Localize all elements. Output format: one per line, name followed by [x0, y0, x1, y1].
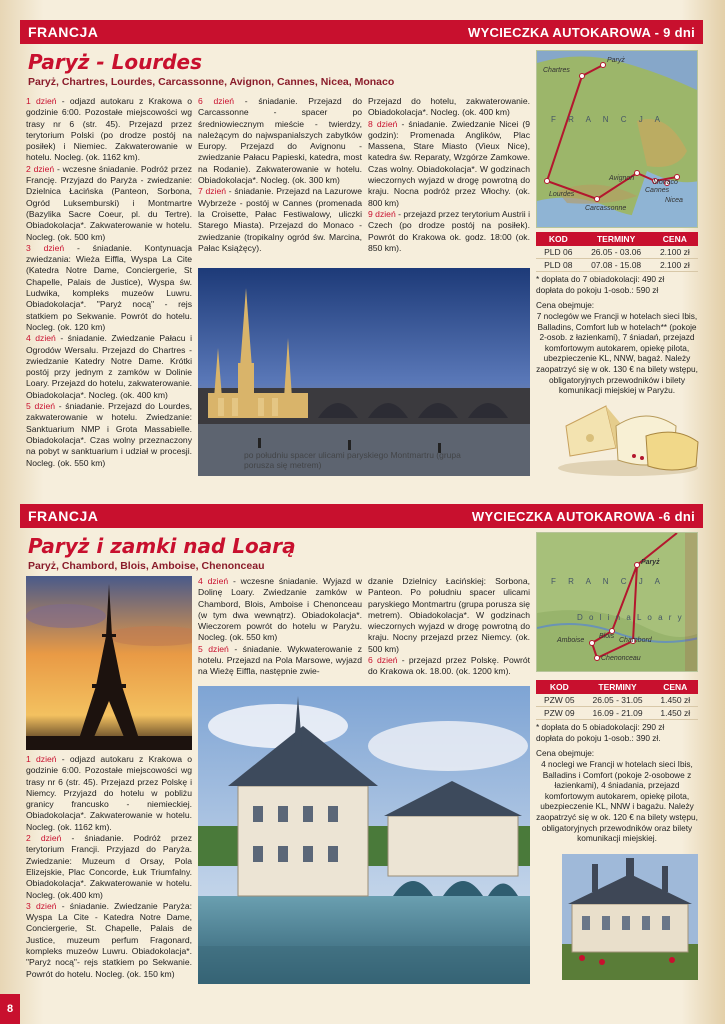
section-header-bar — [20, 20, 703, 44]
day-description: - śniadanie. Przejazd na Lazurowe Wybrzeże - postój w Cannes (promenada la Croisette, Pałac Festiwalowy, uliczki Starego Miasta). Przejazd do Monaco - zwiedzanie (tropikalny ogród św. Marcina, Pałac Książęcy). — [198, 186, 362, 253]
day-description: - śniadanie. Wykwaterowanie z hotelu. Przejazd na Pola Marsowe, wyjazd na Wieżę Eiffla, następnie zwie- — [198, 643, 363, 677]
itinerary-day — [198, 186, 362, 254]
section-header-bar — [20, 504, 703, 528]
surcharges-note: * dopłata do 7 obiadokolacji: 490 zł dopłata do pokoju 1-osob.: 590 zł — [536, 274, 665, 295]
itinerary-column-3 — [368, 96, 530, 254]
page-number: 8 — [0, 994, 20, 1024]
country-label: FRANCJA — [28, 24, 99, 40]
day-label: 1 dzień — [26, 754, 57, 764]
day-label: 8 dzień — [368, 118, 398, 129]
day-label: 1 dzień — [26, 96, 57, 106]
price-includes-text: 4 noclegi we Francji w hotelach sieci Ibis, Balladins i Comfort (pokoje 2-osobowe z łazienkami), 4 śniadania, przejazd komfortowym autokarem, opiekę pilota, ubezpieczenie KL, NNW i bagażu. Należy zaopatrzyć się w ok. 120 € na bilety wstępu, obligatoryjnych przewodników oraz bilety komunikacji miejskiej. — [536, 759, 698, 844]
surcharges-note: * dopłata do 5 obiadokolacji: 290 zł dopłata do pokoju 1-osob.: 390 zł. — [536, 722, 665, 743]
day-description: - odjazd autokaru z Krakowa o godzinie 6:00. Pozostałe miejscowości wg trasy nr 6 (str. 45). Przejazd przez Polskę i Niemcy. Przyjazd do hotelu w pobliżu granicy francusko - niemieckiej. Obiadokolacja*. Zakwaterowanie w hotelu. Nocleg. (ok. 1162 km). — [26, 754, 192, 832]
day-label: 5 dzień — [198, 643, 229, 654]
day-description: - śniadanie. Zwiedzanie Nicei (9 godzin): Promenada Anglików, Plac Massena, Stare Miasto (Vieux Nice), katedra św. Reparaty, Wzgórze Zamkowe. Czas wolny. Obiadokolacja*. W godzinach wieczornych wyjazd w drogę powrotną do kraju. Nocna podróż przez Włochy. (ok. 800 km) — [368, 118, 530, 208]
itinerary-day — [26, 401, 192, 469]
col-header-price: CENA — [652, 232, 698, 246]
cell-price: 2.100 zł — [652, 246, 698, 259]
cell-code: PZW 05 — [536, 694, 583, 707]
itinerary-day — [368, 209, 530, 254]
col-header-price: CENA — [653, 680, 698, 694]
map-label-blois: Blois — [599, 633, 615, 640]
day-description: - śniadanie. Zwiedzanie Paryża: Wyspa La Cite - Katedra Notre Dame, Conciergerie, St. Chapelle, Palais de Justice, muzeum perfum Fragonard, kompleks muzeów Luwru. Obiadokolacja*. "Paryż nocą"- rejs statkiem po Sekwanie. Powrót do hotelu. Nocleg. (ok. 150 km) — [26, 900, 192, 979]
day-label: 2 dzień — [26, 833, 62, 844]
trip-subtitle: Paryż, Chartres, Lourdes, Carcassonne, Avignon, Cannes, Nicea, Monaco — [28, 76, 395, 88]
col-header-dates: TERMINY — [581, 232, 652, 246]
itinerary-column-1 — [26, 96, 192, 469]
cell-price: 2.100 zł — [652, 259, 698, 272]
day-description: - odjazd autokaru z Krakowa o godzinie 6:00. Pozostałe miejscowości wg trasy nr 6 (str. 45). Przejazd przez terytorium Polski (po drodze postój na posiłek) i Niemiec. Zakwaterowanie w hotelu. Nocleg. (ok. 1162 km). — [26, 96, 192, 163]
map-label-monaco: Monaco — [653, 179, 678, 186]
price-table — [536, 680, 698, 720]
route-map — [536, 532, 698, 672]
cell-dates: 16.09 - 21.09 — [583, 707, 653, 720]
day-description: - wczesne śniadanie. Podróż przez Francję. Przyjazd do Paryża - zwiedzanie: Dzielnica Łacińska (Panteon, Sorbona, Ogród Luksemburski) i Montmartre (Bazylika Sacre Coeur, pl. du Tertre). Obiadokolacja*. Zakwaterowanie w hotelu. Nocleg. (ok. 500 km) — [26, 163, 192, 242]
itinerary-column-2 — [198, 96, 362, 254]
chenonceau-castle-photo — [198, 686, 530, 984]
trip-type-label: WYCIECZKA AUTOKAROWA - 9 dni — [468, 24, 695, 40]
route-map — [536, 50, 698, 228]
itinerary-day — [26, 333, 192, 401]
cell-price: 1.450 zł — [653, 707, 698, 720]
map-label-cannes: Cannes — [645, 187, 670, 194]
map-label-paris: Paryż — [641, 559, 660, 566]
trip-section-paris-lourdes — [20, 20, 703, 490]
day-description: - wczesne śniadanie. Wyjazd w Dolinę Loary. Zwiedzanie zamków w Chambord, Blois, Amboise i Chenonceau (w tym dwa wewnątrz). Obiadokolacja*. Wieczorem powrót do hotelu w Paryżu. Nocleg. (ok. 550 km) — [198, 576, 362, 643]
itinerary-day — [26, 754, 192, 833]
trip-title: Paryż i zamki nad Loarą — [28, 534, 296, 558]
itinerary-column-2 — [198, 576, 362, 678]
cell-code: PZW 09 — [536, 707, 583, 720]
day-label: 9 dzień — [368, 208, 396, 219]
photo-caption: po południu spacer ulicami paryskiego Montmartru (grupa porusza się metrem) — [244, 450, 461, 470]
map-label-nice: Nicea — [665, 197, 683, 204]
trip-type-label: WYCIECZKA AUTOKAROWA -6 dni — [471, 508, 695, 524]
col-header-code: KOD — [536, 232, 581, 246]
map-label-avignon: Avignon — [609, 175, 635, 182]
col-header-dates: TERMINY — [583, 680, 653, 694]
price-includes-label: Cena obejmuje: — [536, 300, 595, 310]
cell-dates: 26.05 - 03.06 — [581, 246, 652, 259]
day-label: 2 dzień — [26, 163, 55, 174]
day-label: 6 dzień — [368, 655, 398, 666]
itinerary-day — [198, 644, 362, 678]
col-header-code: KOD — [536, 680, 583, 694]
price-includes-text: 7 noclegów we Francji w hotelach sieci Ibis, Balladins, Comfort lub w hotelach** (pokoje 2-osob. z łazienkami), 7 śniadań, przejazd komfortowym autokarem, opiekę pilota, ubezpieczenie KL, NNW, bagaż. Należy zaopatrzyć się w ok. 130 € na bilety wstępu, obligatoryjnych przewodników i bilety komunikacji miejskiej w Paryżu. — [536, 311, 698, 396]
chambord-castle-photo — [562, 854, 698, 980]
day-label: 7 dzień — [198, 186, 227, 197]
cell-code: PLD 06 — [536, 246, 581, 259]
table-row — [536, 259, 698, 272]
trip-title: Paryż - Lourdes — [28, 50, 203, 74]
map-label-paris: Paryż — [607, 57, 625, 64]
cell-code: PLD 08 — [536, 259, 581, 272]
map-label-lourdes: Lourdes — [549, 191, 575, 198]
day-description: - śniadanie. Przejazd do Carcassonne - spacer po średniowiecznym mieście - twierdzy, należącym do najwspanialszych zabytków Europy. Przejazd do Avignonu - zwiedzanie Pałacu Papieski, katedra, most na Rodanie). Zakwaterowanie w hotelu. Obiadokolacja*. Nocleg. (ok. 300 km) — [198, 96, 362, 186]
lourdes-basilica-photo — [198, 268, 530, 476]
itinerary-day — [368, 96, 530, 119]
map-label-chambord: Chambord — [619, 637, 652, 644]
map-label-chartres: Chartres — [543, 67, 570, 74]
day-description: - śniadanie. Kontynuacja zwiedzania: Wieża Eiffla, Wyspa La Cite (Katedra Notre Dame, Conciergerie, St Chapelle, Palais de Justice), Wyspa św. Ludwika, kompleks muzeów Luwru. Obiadokolacja*. "Paryż nocą" - rejs statkiem po Sekwanie. Powrót do hotelu. Nocleg. (ok. 120 km) — [26, 242, 192, 332]
day-label: 3 dzień — [26, 242, 65, 253]
itinerary-column-1 — [26, 754, 192, 980]
map-label-chenonceau: Chenonceau — [601, 655, 641, 662]
map-label-carcassonne: Carcassonne — [585, 205, 627, 212]
day-label: 4 dzień — [198, 576, 229, 586]
cell-dates: 26.05 - 31.05 — [583, 694, 653, 707]
day-description: Przejazd do hotelu, zakwaterowanie. Obiadokolacja*. Nocleg. (ok. 400 km) — [368, 96, 530, 118]
trip-section-paris-loire — [20, 504, 703, 994]
day-description: dzanie Dzielnicy Łacińskiej: Sorbona, Panteon. Po południu spacer ulicami paryskiego Montmartru (grupa porusza się metrem). Obiadokolacja*. W godzinach wieczornych wyjazd w drogę powrotną do kraju. Nocny przejazd przez Niemcy. (ok. 500 km) — [368, 576, 530, 654]
itinerary-day — [26, 243, 192, 333]
day-description: - śniadanie. Podróż przez terytorium Francji. Przyjazd do Paryża. Zwiedzanie: Muzeum d Orsay, Pola Elizejskie, Plac Concorde, Łuk Triumfalny. Obiadokolacja*. Zakwaterowanie w hotelu. Nocleg. (ok.400 km) — [26, 833, 192, 900]
table-row — [536, 246, 698, 259]
price-includes-label: Cena obejmuje: — [536, 748, 595, 758]
country-label: FRANCJA — [28, 508, 99, 524]
day-label: 5 dzień — [26, 401, 56, 412]
itinerary-day — [198, 96, 362, 186]
itinerary-day — [26, 164, 192, 243]
itinerary-day — [26, 96, 192, 164]
day-description: - śniadanie. Przejazd do Lourdes, zakwaterowanie w hotelu. Zwiedzanie: Sanktuarium NMP i Grota Massabielle. Obiadokolacja*. Czas wolny przeznaczony na pobyt w sanktuarium i udział w procesji. Nocleg. (ok. 550 km) — [26, 401, 192, 468]
itinerary-day — [26, 901, 192, 980]
map-label-amboise: Amboise — [557, 637, 585, 644]
cell-dates: 07.08 - 15.08 — [581, 259, 652, 272]
itinerary-day — [26, 833, 192, 901]
itinerary-day — [368, 655, 530, 678]
cell-price: 1.450 zł — [653, 694, 698, 707]
price-table — [536, 232, 698, 272]
map-country-label: F R A N C J A — [551, 115, 665, 124]
day-description: - przejazd przez Polskę. Powrót do Krakowa ok. 18.00. (ok. 1200 km). — [368, 655, 530, 677]
itinerary-day — [198, 576, 362, 644]
map-country-label: F R A N C J A — [551, 577, 665, 586]
day-label: 6 dzień — [198, 96, 235, 106]
itinerary-day — [368, 119, 530, 209]
trip-subtitle: Paryż, Chambord, Blois, Amboise, Chenonceau — [28, 560, 265, 572]
day-description: - przejazd przez terytorium Austrii i Czech (po drodze postój na posiłek). Powrót do Krakowa ok. godz. 18:00 (ok. 850 km). — [368, 208, 530, 253]
day-label: 3 dzień — [26, 900, 57, 911]
table-row — [536, 707, 698, 720]
map-region-label: D o l i n a L o a r y — [577, 613, 684, 622]
eiffel-tower-photo — [26, 576, 192, 750]
day-label: 4 dzień — [26, 333, 56, 344]
itinerary-column-3 — [368, 576, 530, 678]
cheese-photo — [556, 386, 700, 478]
table-row — [536, 694, 698, 707]
day-description: - śniadanie. Zwiedzanie Pałacu i Ogrodów Wersalu. Przejazd do Chartres - zwiedzanie Katedry Notre Dame. Krótki postój przy jednym z zamków w Dolinie Loary. Przejazd do hotelu, zakwaterowanie. Obiadokolacja*. Nocleg. (ok. 400 km) — [26, 333, 192, 400]
itinerary-day — [368, 576, 530, 655]
